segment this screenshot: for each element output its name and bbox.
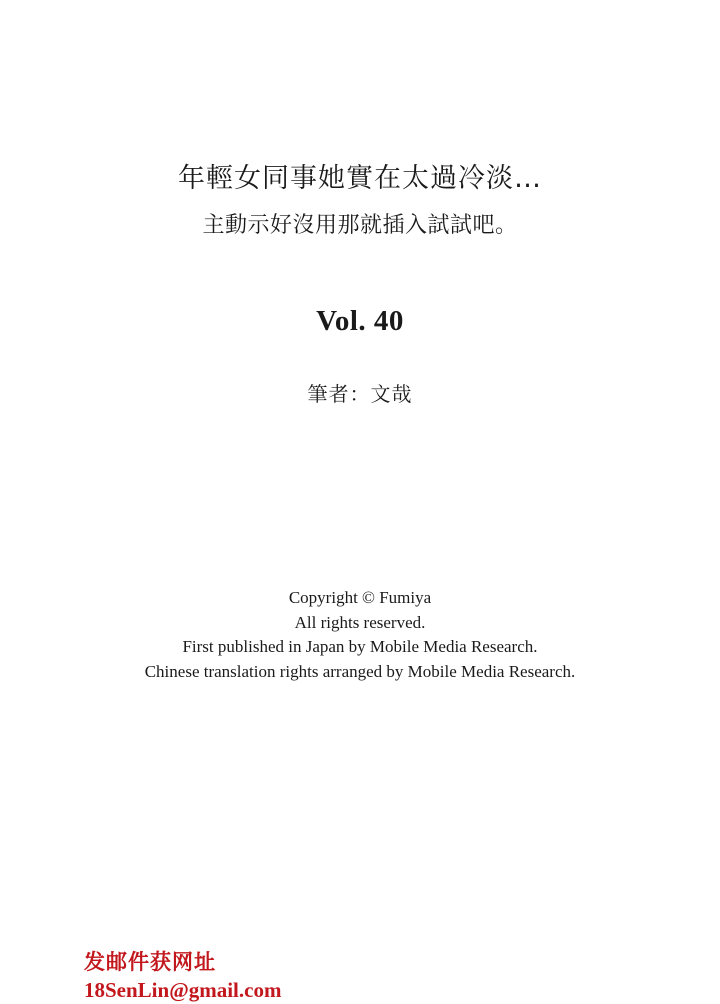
author-credit: 筆者：文哉: [307, 382, 413, 406]
copyright-line-2: All rights reserved.: [294, 612, 426, 632]
volume-number: Vol. 40: [316, 305, 404, 337]
watermark: [84, 948, 281, 1004]
copyright-line-4: Chinese translation rights arranged by Mobile Media Research.: [144, 661, 576, 681]
watermark-text: 发邮件获网址: [84, 950, 216, 974]
page-title-line-2: 主動示好沒用那就插入試試吧。: [202, 212, 518, 238]
copyright-block: [0, 586, 720, 684]
title-block: [0, 162, 720, 240]
watermark-email: 18SenLin@gmail.com: [84, 978, 282, 1002]
copyright-line-1: Copyright © Fumiya: [288, 588, 432, 607]
page-title-line-1: 年輕女同事她實在太過冷淡…: [178, 163, 542, 194]
copyright-line-3: First published in Japan by Mobile Media Research.: [182, 637, 538, 656]
